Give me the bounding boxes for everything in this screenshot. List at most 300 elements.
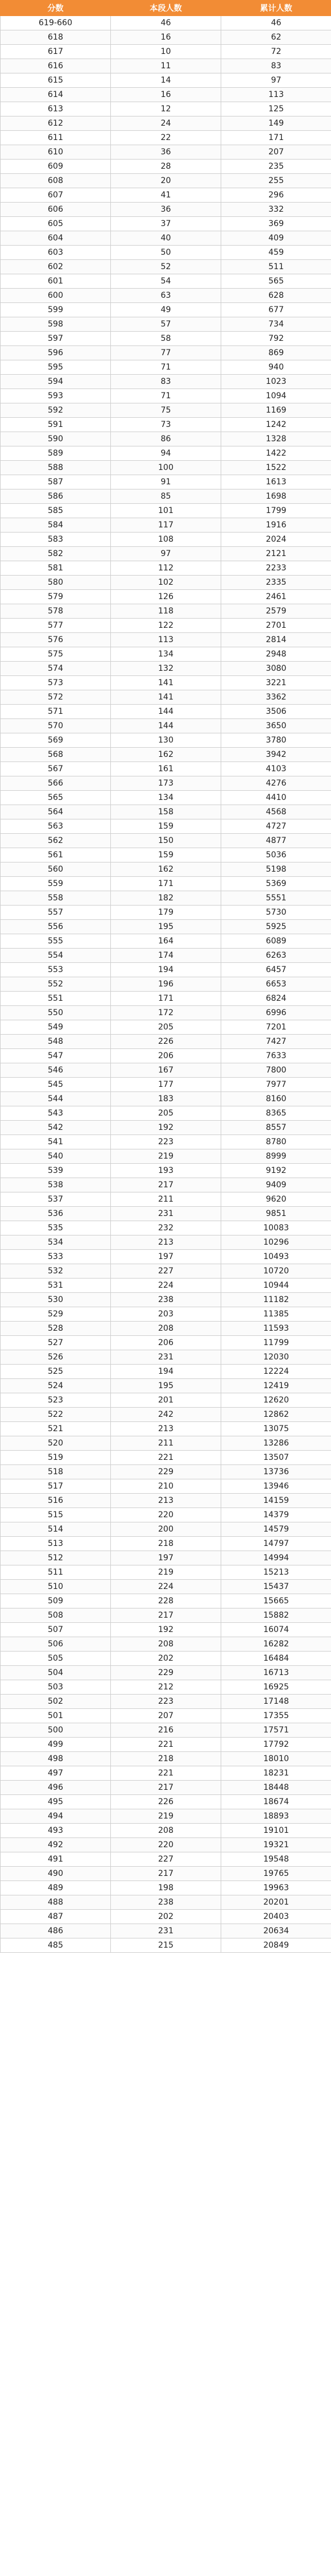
table-row bbox=[1, 1121, 331, 1135]
cell-cumulative-count: 19101 bbox=[221, 1824, 331, 1838]
cell-score: 593 bbox=[1, 389, 111, 403]
cell-score: 587 bbox=[1, 475, 111, 489]
cell-segment-count: 194 bbox=[111, 1365, 221, 1379]
table-row bbox=[1, 102, 331, 116]
table-row bbox=[1, 231, 331, 246]
table-row bbox=[1, 1838, 331, 1852]
table-row bbox=[1, 73, 331, 88]
cell-score: 528 bbox=[1, 1322, 111, 1336]
cell-cumulative-count: 15213 bbox=[221, 1565, 331, 1580]
table-row bbox=[1, 547, 331, 561]
cell-cumulative-count: 3362 bbox=[221, 690, 331, 705]
cell-cumulative-count: 511 bbox=[221, 260, 331, 274]
cell-cumulative-count: 734 bbox=[221, 317, 331, 332]
cell-segment-count: 203 bbox=[111, 1307, 221, 1322]
cell-score: 527 bbox=[1, 1336, 111, 1350]
cell-cumulative-count: 6457 bbox=[221, 963, 331, 977]
cell-score: 522 bbox=[1, 1408, 111, 1422]
table-row bbox=[1, 1723, 331, 1738]
cell-segment-count: 221 bbox=[111, 1451, 221, 1465]
cell-cumulative-count: 3650 bbox=[221, 719, 331, 733]
table-row bbox=[1, 1781, 331, 1795]
cell-score: 573 bbox=[1, 676, 111, 690]
cell-cumulative-count: 16484 bbox=[221, 1652, 331, 1666]
cell-score: 560 bbox=[1, 862, 111, 877]
table-row bbox=[1, 1652, 331, 1666]
cell-cumulative-count: 14797 bbox=[221, 1537, 331, 1551]
table-row bbox=[1, 1938, 331, 1953]
cell-score: 586 bbox=[1, 489, 111, 504]
table-row bbox=[1, 633, 331, 647]
cell-score: 511 bbox=[1, 1565, 111, 1580]
cell-cumulative-count: 17355 bbox=[221, 1709, 331, 1723]
cell-cumulative-count: 2701 bbox=[221, 619, 331, 633]
cell-cumulative-count: 4877 bbox=[221, 834, 331, 848]
table-row bbox=[1, 1063, 331, 1078]
cell-segment-count: 52 bbox=[111, 260, 221, 274]
cell-cumulative-count: 18231 bbox=[221, 1766, 331, 1781]
table-row bbox=[1, 1494, 331, 1508]
table-row bbox=[1, 590, 331, 604]
cell-score: 549 bbox=[1, 1020, 111, 1035]
cell-segment-count: 12 bbox=[111, 102, 221, 116]
cell-segment-count: 198 bbox=[111, 1881, 221, 1895]
cell-cumulative-count: 2814 bbox=[221, 633, 331, 647]
table-row bbox=[1, 1192, 331, 1207]
cell-score: 493 bbox=[1, 1824, 111, 1838]
cell-score: 581 bbox=[1, 561, 111, 576]
cell-score: 604 bbox=[1, 231, 111, 246]
cell-segment-count: 173 bbox=[111, 776, 221, 791]
cell-cumulative-count: 3942 bbox=[221, 748, 331, 762]
table-row bbox=[1, 260, 331, 274]
cell-cumulative-count: 125 bbox=[221, 102, 331, 116]
cell-cumulative-count: 8365 bbox=[221, 1106, 331, 1121]
cell-score: 503 bbox=[1, 1680, 111, 1695]
cell-segment-count: 73 bbox=[111, 418, 221, 432]
cell-cumulative-count: 19321 bbox=[221, 1838, 331, 1852]
table-row bbox=[1, 1910, 331, 1924]
cell-segment-count: 211 bbox=[111, 1436, 221, 1451]
cell-score: 490 bbox=[1, 1867, 111, 1881]
cell-segment-count: 210 bbox=[111, 1479, 221, 1494]
cell-score: 596 bbox=[1, 346, 111, 360]
cell-segment-count: 206 bbox=[111, 1336, 221, 1350]
cell-cumulative-count: 1023 bbox=[221, 375, 331, 389]
table-row bbox=[1, 145, 331, 160]
cell-score: 499 bbox=[1, 1738, 111, 1752]
cell-segment-count: 134 bbox=[111, 791, 221, 805]
table-row bbox=[1, 676, 331, 690]
table-row bbox=[1, 619, 331, 633]
cell-segment-count: 195 bbox=[111, 1379, 221, 1393]
cell-score: 546 bbox=[1, 1063, 111, 1078]
cell-cumulative-count: 12620 bbox=[221, 1393, 331, 1408]
cell-segment-count: 242 bbox=[111, 1408, 221, 1422]
cell-cumulative-count: 20849 bbox=[221, 1938, 331, 1953]
cell-cumulative-count: 14994 bbox=[221, 1551, 331, 1565]
cell-cumulative-count: 15665 bbox=[221, 1594, 331, 1608]
cell-cumulative-count: 332 bbox=[221, 203, 331, 217]
cell-score: 519 bbox=[1, 1451, 111, 1465]
cell-score: 564 bbox=[1, 805, 111, 819]
cell-cumulative-count: 4568 bbox=[221, 805, 331, 819]
table-row bbox=[1, 1149, 331, 1164]
table-row bbox=[1, 317, 331, 332]
cell-segment-count: 177 bbox=[111, 1078, 221, 1092]
cell-cumulative-count: 16713 bbox=[221, 1666, 331, 1680]
cell-score: 562 bbox=[1, 834, 111, 848]
table-row bbox=[1, 461, 331, 475]
table-row bbox=[1, 274, 331, 289]
cell-cumulative-count: 7633 bbox=[221, 1049, 331, 1063]
cell-cumulative-count: 207 bbox=[221, 145, 331, 160]
cell-segment-count: 22 bbox=[111, 131, 221, 145]
cell-cumulative-count: 2461 bbox=[221, 590, 331, 604]
cell-segment-count: 183 bbox=[111, 1092, 221, 1106]
cell-score: 552 bbox=[1, 977, 111, 992]
cell-score: 516 bbox=[1, 1494, 111, 1508]
cell-segment-count: 108 bbox=[111, 533, 221, 547]
table-row bbox=[1, 289, 331, 303]
cell-score: 619-660 bbox=[1, 16, 111, 30]
cell-cumulative-count: 20634 bbox=[221, 1924, 331, 1938]
cell-score: 610 bbox=[1, 145, 111, 160]
table-row bbox=[1, 1135, 331, 1149]
table-row bbox=[1, 1795, 331, 1809]
table-row bbox=[1, 791, 331, 805]
table-row bbox=[1, 1350, 331, 1365]
cell-cumulative-count: 869 bbox=[221, 346, 331, 360]
cell-score: 548 bbox=[1, 1035, 111, 1049]
cell-segment-count: 50 bbox=[111, 246, 221, 260]
cell-segment-count: 223 bbox=[111, 1135, 221, 1149]
cell-segment-count: 207 bbox=[111, 1709, 221, 1723]
cell-score: 565 bbox=[1, 791, 111, 805]
cell-segment-count: 122 bbox=[111, 619, 221, 633]
cell-segment-count: 193 bbox=[111, 1164, 221, 1178]
cell-segment-count: 20 bbox=[111, 174, 221, 188]
cell-score: 524 bbox=[1, 1379, 111, 1393]
table-row bbox=[1, 1221, 331, 1235]
cell-cumulative-count: 1328 bbox=[221, 432, 331, 446]
cell-score: 575 bbox=[1, 647, 111, 662]
cell-segment-count: 158 bbox=[111, 805, 221, 819]
cell-segment-count: 167 bbox=[111, 1063, 221, 1078]
cell-cumulative-count: 409 bbox=[221, 231, 331, 246]
cell-cumulative-count: 14579 bbox=[221, 1522, 331, 1537]
table-row bbox=[1, 877, 331, 891]
cell-score: 488 bbox=[1, 1895, 111, 1910]
cell-score: 530 bbox=[1, 1293, 111, 1307]
table-row bbox=[1, 805, 331, 819]
cell-segment-count: 132 bbox=[111, 662, 221, 676]
cell-segment-count: 229 bbox=[111, 1465, 221, 1479]
cell-score: 568 bbox=[1, 748, 111, 762]
cell-cumulative-count: 2335 bbox=[221, 576, 331, 590]
cell-cumulative-count: 4727 bbox=[221, 819, 331, 834]
table-row bbox=[1, 1322, 331, 1336]
table-row bbox=[1, 1006, 331, 1020]
cell-cumulative-count: 7201 bbox=[221, 1020, 331, 1035]
table-row bbox=[1, 1881, 331, 1895]
cell-segment-count: 223 bbox=[111, 1695, 221, 1709]
cell-cumulative-count: 18674 bbox=[221, 1795, 331, 1809]
cell-cumulative-count: 3780 bbox=[221, 733, 331, 748]
cell-cumulative-count: 16074 bbox=[221, 1623, 331, 1637]
cell-segment-count: 213 bbox=[111, 1494, 221, 1508]
cell-segment-count: 192 bbox=[111, 1121, 221, 1135]
table-row bbox=[1, 748, 331, 762]
cell-segment-count: 224 bbox=[111, 1580, 221, 1594]
cell-segment-count: 162 bbox=[111, 862, 221, 877]
cell-segment-count: 192 bbox=[111, 1623, 221, 1637]
cell-segment-count: 134 bbox=[111, 647, 221, 662]
table-header bbox=[1, 1, 331, 16]
cell-cumulative-count: 19963 bbox=[221, 1881, 331, 1895]
cell-segment-count: 102 bbox=[111, 576, 221, 590]
cell-cumulative-count: 10296 bbox=[221, 1235, 331, 1250]
cell-segment-count: 174 bbox=[111, 949, 221, 963]
cell-segment-count: 197 bbox=[111, 1551, 221, 1565]
cell-cumulative-count: 11385 bbox=[221, 1307, 331, 1322]
cell-cumulative-count: 6089 bbox=[221, 934, 331, 949]
cell-score: 599 bbox=[1, 303, 111, 317]
table-row bbox=[1, 1106, 331, 1121]
cell-segment-count: 218 bbox=[111, 1537, 221, 1551]
cell-segment-count: 202 bbox=[111, 1652, 221, 1666]
cell-segment-count: 231 bbox=[111, 1207, 221, 1221]
table-row bbox=[1, 561, 331, 576]
cell-score: 559 bbox=[1, 877, 111, 891]
cell-segment-count: 54 bbox=[111, 274, 221, 289]
cell-segment-count: 201 bbox=[111, 1393, 221, 1408]
table-row bbox=[1, 977, 331, 992]
cell-segment-count: 232 bbox=[111, 1221, 221, 1235]
cell-cumulative-count: 149 bbox=[221, 116, 331, 131]
cell-score: 543 bbox=[1, 1106, 111, 1121]
cell-segment-count: 238 bbox=[111, 1293, 221, 1307]
cell-score: 584 bbox=[1, 518, 111, 533]
cell-segment-count: 36 bbox=[111, 203, 221, 217]
cell-score: 608 bbox=[1, 174, 111, 188]
cell-score: 597 bbox=[1, 332, 111, 346]
cell-cumulative-count: 4410 bbox=[221, 791, 331, 805]
cell-score: 594 bbox=[1, 375, 111, 389]
cell-cumulative-count: 113 bbox=[221, 88, 331, 102]
cell-segment-count: 228 bbox=[111, 1594, 221, 1608]
cell-score: 618 bbox=[1, 30, 111, 45]
cell-cumulative-count: 940 bbox=[221, 360, 331, 375]
table-row bbox=[1, 1279, 331, 1293]
cell-segment-count: 216 bbox=[111, 1723, 221, 1738]
cell-segment-count: 130 bbox=[111, 733, 221, 748]
cell-cumulative-count: 1094 bbox=[221, 389, 331, 403]
table-row bbox=[1, 576, 331, 590]
cell-score: 616 bbox=[1, 59, 111, 73]
cell-cumulative-count: 5925 bbox=[221, 920, 331, 934]
header-cumulative-count: 累计人数 bbox=[221, 1, 331, 16]
table-row bbox=[1, 705, 331, 719]
table-row bbox=[1, 1035, 331, 1049]
table-row bbox=[1, 1393, 331, 1408]
cell-score: 579 bbox=[1, 590, 111, 604]
table-row bbox=[1, 131, 331, 145]
cell-segment-count: 211 bbox=[111, 1192, 221, 1207]
cell-score: 591 bbox=[1, 418, 111, 432]
cell-cumulative-count: 6653 bbox=[221, 977, 331, 992]
table-row bbox=[1, 160, 331, 174]
cell-score: 603 bbox=[1, 246, 111, 260]
cell-segment-count: 213 bbox=[111, 1235, 221, 1250]
cell-cumulative-count: 18010 bbox=[221, 1752, 331, 1766]
cell-score: 550 bbox=[1, 1006, 111, 1020]
cell-score: 537 bbox=[1, 1192, 111, 1207]
table-row bbox=[1, 862, 331, 877]
table-row bbox=[1, 1695, 331, 1709]
cell-score: 544 bbox=[1, 1092, 111, 1106]
cell-cumulative-count: 11799 bbox=[221, 1336, 331, 1350]
cell-cumulative-count: 8999 bbox=[221, 1149, 331, 1164]
cell-segment-count: 219 bbox=[111, 1565, 221, 1580]
cell-score: 589 bbox=[1, 446, 111, 461]
cell-score: 509 bbox=[1, 1594, 111, 1608]
cell-score: 577 bbox=[1, 619, 111, 633]
cell-score: 486 bbox=[1, 1924, 111, 1938]
cell-score: 506 bbox=[1, 1637, 111, 1652]
cell-score: 485 bbox=[1, 1938, 111, 1953]
cell-score: 553 bbox=[1, 963, 111, 977]
cell-score: 514 bbox=[1, 1522, 111, 1537]
cell-score: 595 bbox=[1, 360, 111, 375]
cell-segment-count: 224 bbox=[111, 1279, 221, 1293]
table-row bbox=[1, 1824, 331, 1838]
cell-cumulative-count: 62 bbox=[221, 30, 331, 45]
cell-segment-count: 220 bbox=[111, 1838, 221, 1852]
table-row bbox=[1, 360, 331, 375]
table-row bbox=[1, 88, 331, 102]
cell-score: 515 bbox=[1, 1508, 111, 1522]
cell-score: 496 bbox=[1, 1781, 111, 1795]
cell-score: 513 bbox=[1, 1537, 111, 1551]
cell-cumulative-count: 16282 bbox=[221, 1637, 331, 1652]
cell-score: 542 bbox=[1, 1121, 111, 1135]
cell-cumulative-count: 13075 bbox=[221, 1422, 331, 1436]
cell-score: 551 bbox=[1, 992, 111, 1006]
cell-cumulative-count: 1613 bbox=[221, 475, 331, 489]
table-row bbox=[1, 30, 331, 45]
cell-cumulative-count: 296 bbox=[221, 188, 331, 203]
cell-cumulative-count: 5730 bbox=[221, 906, 331, 920]
cell-score: 547 bbox=[1, 1049, 111, 1063]
table-row bbox=[1, 188, 331, 203]
table-row bbox=[1, 690, 331, 705]
cell-segment-count: 46 bbox=[111, 16, 221, 30]
cell-segment-count: 118 bbox=[111, 604, 221, 619]
table-row bbox=[1, 819, 331, 834]
cell-segment-count: 97 bbox=[111, 547, 221, 561]
cell-segment-count: 226 bbox=[111, 1035, 221, 1049]
table-row bbox=[1, 1049, 331, 1063]
cell-cumulative-count: 10720 bbox=[221, 1264, 331, 1279]
cell-score: 520 bbox=[1, 1436, 111, 1451]
table-row bbox=[1, 203, 331, 217]
table-row bbox=[1, 906, 331, 920]
table-row bbox=[1, 1709, 331, 1723]
cell-score: 580 bbox=[1, 576, 111, 590]
cell-segment-count: 171 bbox=[111, 992, 221, 1006]
cell-score: 605 bbox=[1, 217, 111, 231]
cell-cumulative-count: 628 bbox=[221, 289, 331, 303]
cell-segment-count: 231 bbox=[111, 1350, 221, 1365]
table-row bbox=[1, 1867, 331, 1881]
cell-segment-count: 162 bbox=[111, 748, 221, 762]
table-row bbox=[1, 1250, 331, 1264]
cell-score: 521 bbox=[1, 1422, 111, 1436]
table-row bbox=[1, 475, 331, 489]
cell-score: 517 bbox=[1, 1479, 111, 1494]
cell-score: 512 bbox=[1, 1551, 111, 1565]
cell-score: 501 bbox=[1, 1709, 111, 1723]
table-row bbox=[1, 1752, 331, 1766]
cell-cumulative-count: 97 bbox=[221, 73, 331, 88]
cell-segment-count: 217 bbox=[111, 1608, 221, 1623]
table-row bbox=[1, 1522, 331, 1537]
table-row bbox=[1, 1465, 331, 1479]
cell-segment-count: 91 bbox=[111, 475, 221, 489]
cell-score: 529 bbox=[1, 1307, 111, 1322]
cell-segment-count: 172 bbox=[111, 1006, 221, 1020]
table-row bbox=[1, 1508, 331, 1522]
cell-segment-count: 205 bbox=[111, 1020, 221, 1035]
cell-segment-count: 238 bbox=[111, 1895, 221, 1910]
cell-score: 571 bbox=[1, 705, 111, 719]
table-row bbox=[1, 1235, 331, 1250]
cell-score: 563 bbox=[1, 819, 111, 834]
cell-segment-count: 226 bbox=[111, 1795, 221, 1809]
cell-segment-count: 206 bbox=[111, 1049, 221, 1063]
cell-segment-count: 159 bbox=[111, 848, 221, 862]
cell-cumulative-count: 14159 bbox=[221, 1494, 331, 1508]
cell-segment-count: 208 bbox=[111, 1824, 221, 1838]
cell-segment-count: 219 bbox=[111, 1149, 221, 1164]
cell-score: 497 bbox=[1, 1766, 111, 1781]
cell-segment-count: 113 bbox=[111, 633, 221, 647]
cell-score: 567 bbox=[1, 762, 111, 776]
cell-segment-count: 14 bbox=[111, 73, 221, 88]
cell-segment-count: 227 bbox=[111, 1852, 221, 1867]
table-row bbox=[1, 719, 331, 733]
cell-cumulative-count: 14379 bbox=[221, 1508, 331, 1522]
table-row bbox=[1, 1565, 331, 1580]
table-row bbox=[1, 174, 331, 188]
table-row bbox=[1, 1020, 331, 1035]
cell-segment-count: 117 bbox=[111, 518, 221, 533]
table-row bbox=[1, 375, 331, 389]
cell-score: 518 bbox=[1, 1465, 111, 1479]
table-row bbox=[1, 45, 331, 59]
cell-segment-count: 86 bbox=[111, 432, 221, 446]
table-row bbox=[1, 1852, 331, 1867]
cell-cumulative-count: 20403 bbox=[221, 1910, 331, 1924]
cell-cumulative-count: 9409 bbox=[221, 1178, 331, 1192]
table-row bbox=[1, 1809, 331, 1824]
cell-score: 615 bbox=[1, 73, 111, 88]
cell-segment-count: 94 bbox=[111, 446, 221, 461]
cell-score: 523 bbox=[1, 1393, 111, 1408]
cell-score: 531 bbox=[1, 1279, 111, 1293]
cell-cumulative-count: 7977 bbox=[221, 1078, 331, 1092]
